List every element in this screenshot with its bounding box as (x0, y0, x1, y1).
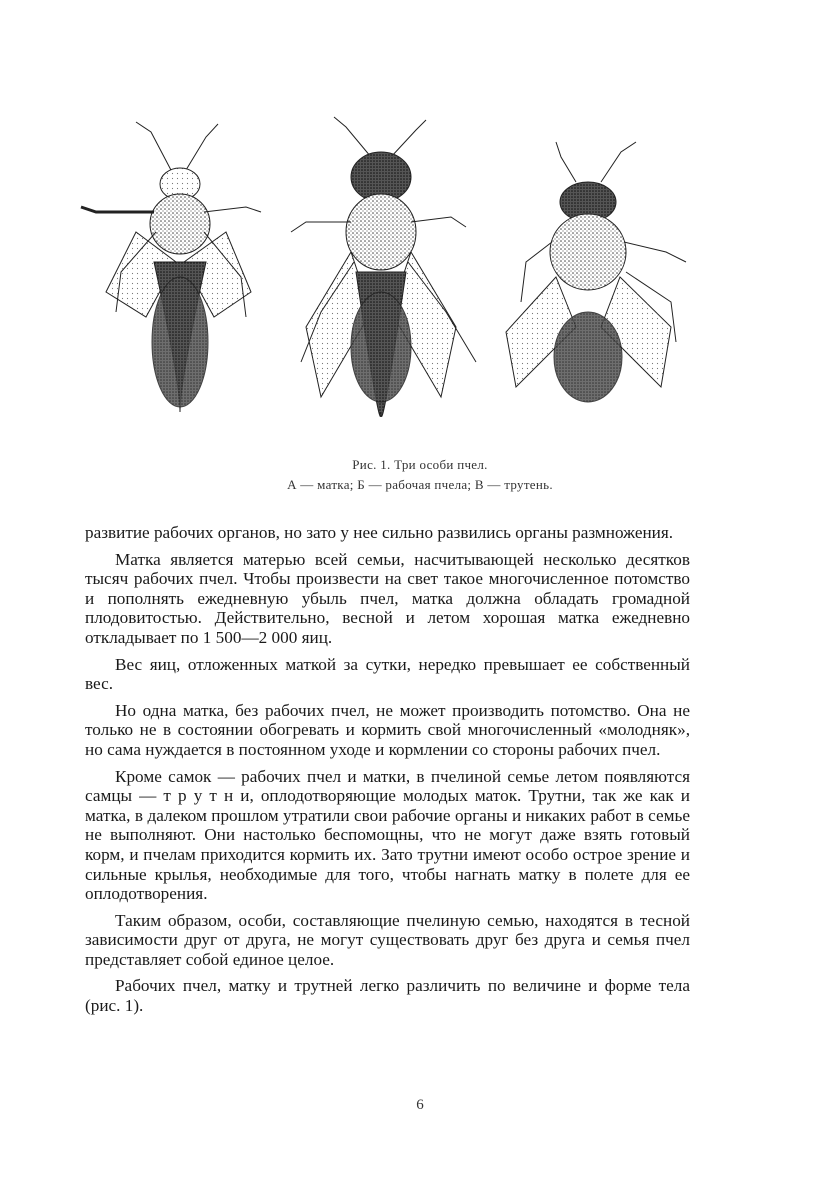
queen-bee (81, 122, 261, 412)
worker-bee (291, 117, 476, 417)
figure-caption-title: Рис. 1. Три особи пчел. (352, 457, 488, 472)
paragraph: Вес яиц, отложенных маткой за сутки, нередко превышает ее собственный вес. (85, 654, 690, 694)
figure-caption-legend: А — матка; Б — рабочая пчела; В — трутень. (287, 477, 553, 492)
drone-bee (506, 142, 686, 402)
body-text (85, 523, 690, 1023)
paragraph: Матка является матерью всей семьи, насчитывающей несколько десятков тысяч рабочих пчел. Чтобы произвести на свет такое многочисленное потомство и пополнять ежедневную убыль пчел, матка должна обладать громадной плодовитостью. Действительно, весной и летом хорошая матка ежедневно откладывает по 1 500—2 000 яиц. (85, 549, 690, 647)
page-number: 6 (416, 1097, 424, 1113)
paragraph: Рабочих пчел, матку и трутней легко различить по величине и форме тела (рис. 1). (85, 976, 690, 1016)
paragraph: развитие рабочих органов, но зато у нее сильно развились органы размножения. (85, 523, 674, 542)
paragraph: Кроме самок — рабочих пчел и матки, в пчелиной семье летом появляются самцы — т р у т н и, оплодотворяющие молодых маток. Трутни, так же как и матка, в далеком прошлом утратили свои рабочие органы и никаких работ в семье не выполняют. Они настолько беспомощны, что не могут даже взять готовый корм, и пчелам приходится кормить их. Зато трутни имеют особо острое зрение и сильные крылья, необходимые для того, чтобы нагнать матку в полете для ее оплодотворения. (85, 766, 690, 904)
bee-illustration (76, 112, 696, 432)
paragraph: Таким образом, особи, составляющие пчелиную семью, находятся в тесной зависимости друг от друга, не могут существовать друг без друга и семья пчел представляет собой единое целое. (85, 910, 690, 969)
paragraph: Но одна матка, без рабочих пчел, не может производить потомство. Она не только не в состоянии обогревать и кормить свой многочисленный «молодняк», но сама нуждается в постоянном уходе и кормлении со стороны рабочих пчел. (85, 700, 690, 759)
